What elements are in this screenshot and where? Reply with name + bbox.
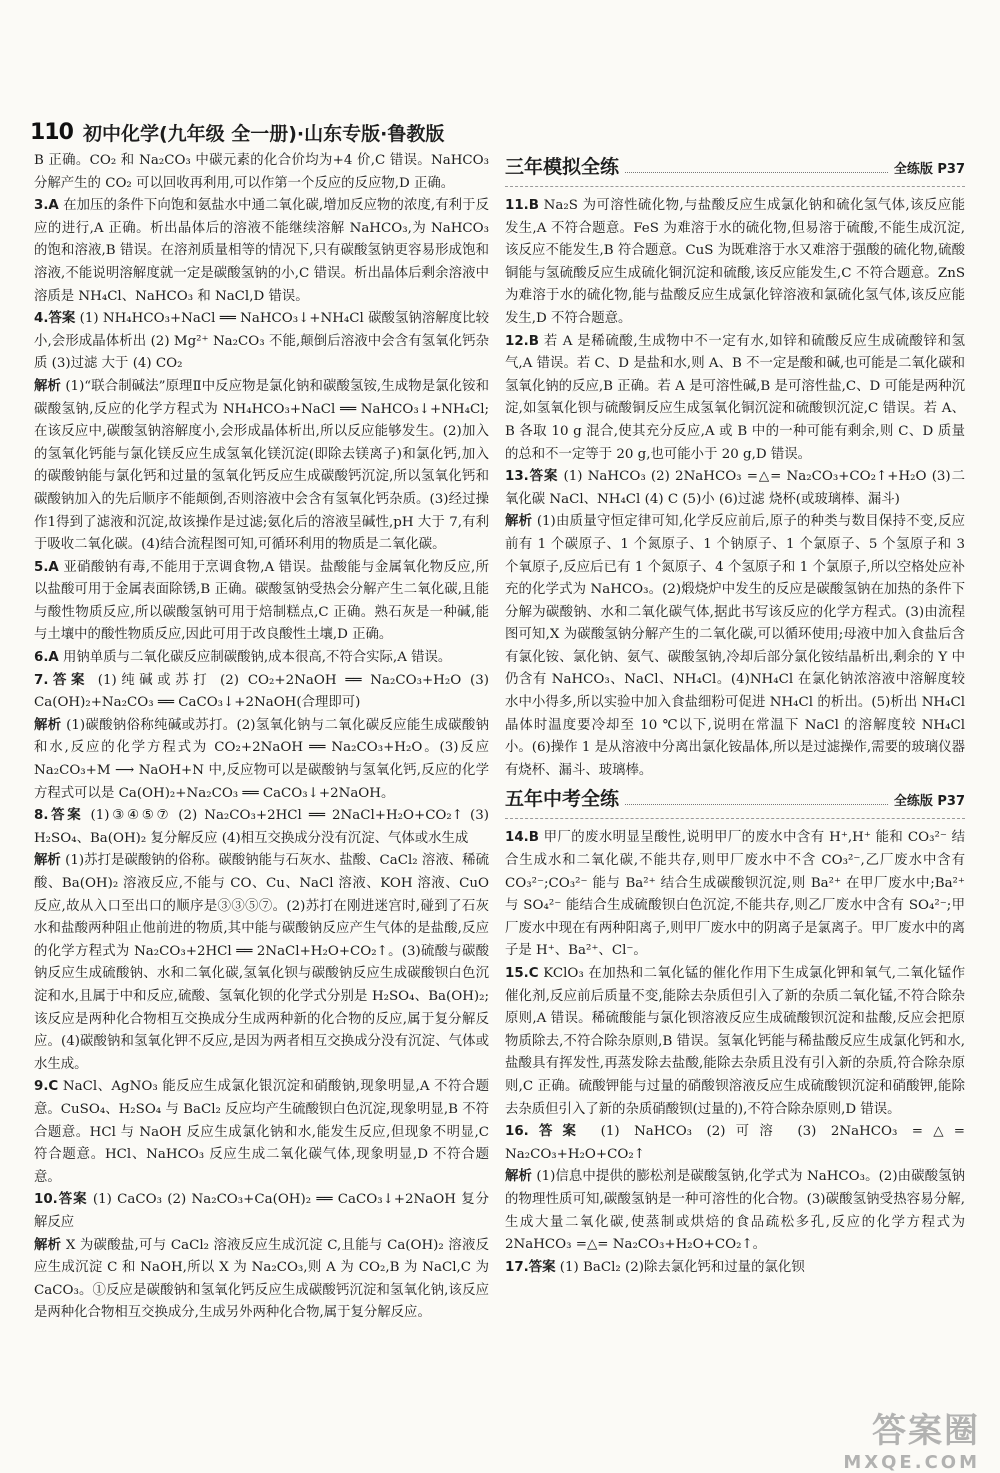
answer-paragraph: [34, 1189, 489, 1234]
answer-entry: [505, 827, 965, 963]
answer-paragraph: [34, 805, 489, 850]
answer-paragraph: [34, 1235, 489, 1325]
section-page-ref: 全练版 P37: [893, 162, 965, 177]
answer-entry: [505, 331, 965, 467]
section-title: 五年中考全练: [505, 788, 620, 811]
answer-text: X 为碳酸盐,可与 CaCl₂ 溶液反应生成沉淀 C,且能与 Ca(OH)₂ 溶液反应生成沉淀 C 和 NaOH,所以 X 为 Na₂CO₃,则 A 为 CO₂,B 为 NaCl,C 为 CaCO₃。①反应是碳酸钠和氢氧化钙反应生成碳酸钙沉淀和氢氧化钠,该反应是两种化合物相互交换成分,生成另外两种化合物,属于复分解反应。: [34, 1237, 489, 1321]
answer-text: (1)③④⑤⑦ (2) Na₂CO₃+2HCl ══ 2NaCl+H₂O+CO₂↑ (3) H₂SO₄、Ba(OH)₂ 复分解反应 (4)相互交换成分没有沉淀、气体或水生成: [34, 808, 489, 846]
answer-paragraph: [505, 1166, 965, 1256]
answer-text: (1) NaHCO₃ (2)可溶 (3) 2NaHCO₃ =△= Na₂CO₃+H₂O+CO₂↑: [505, 1124, 965, 1162]
answer-text: (1) BaCl₂ (2)除去氯化钙和过量的氯化钡: [559, 1259, 805, 1275]
answer-paragraph: [34, 308, 489, 376]
question-label: 13.答案: [505, 469, 559, 485]
answer-text: (1) NaHCO₃ (2) 2NaHCO₃ =△= Na₂CO₃+CO₂↑+H₂O (3)二氧化碳 NaCl、NH₄Cl (4) C (5)小 (6)过滤 烧杯(或玻璃棒、漏斗): [505, 469, 965, 507]
answer-text: (1)苏打是碳酸钠的俗称。碳酸钠能与石灰水、盐酸、CaCl₂ 溶液、稀硫酸、Ba(OH)₂ 溶液反应,不能与 CO、Cu、NaCl 溶液、KOH 溶液、CuO 反应,故从入口至出口的顺序是③③⑤⑦。(2)苏打在刚进迷宫时,碰到了石灰水和盐酸两种阻止他前进的物质,其中能与碳酸钠反应产生气体的是盐酸,反应的化学方程式为 Na₂CO₃+2HCl ══ 2NaCl+H₂O+CO₂↑。(3)硫酸与碳酸钠反应生成硫酸钠、水和二氧化碳,氢氧化钡与碳酸钠反应生成碳酸钡白色沉淀和水,且属于中和反应,硫酸、氢氧化钡的化学式分别是 H₂SO₄、Ba(OH)₂;该反应是两种化合物相互交换成分生成两种新的化合物的反应,属于复分解反应。(4)碳酸钠和氢氧化钾不反应,是因为两者相互交换成分没有沉淀、气体或水生成。: [34, 853, 489, 1072]
page-header: [30, 112, 970, 152]
question-label: 解析: [505, 1169, 532, 1185]
question-label: 3.A: [34, 198, 59, 214]
answer-paragraph: [505, 331, 965, 467]
answer-entry: [505, 1121, 965, 1166]
answer-text: 亚硝酸钠有毒,不能用于烹调食物,A 错误。盐酸能与金属氧化物反应,所以盐酸可用于金属表面除锈,B 正确。碳酸氢钠受热会分解产生二氧化碳,且能与酸性物质反应,所以碳酸氢钠可用于焙制糕点,C 正确。熟石灰是一种碱,能与土壤中的酸性物质反应,因此可用于改良酸性土壤,D 正确。: [34, 559, 489, 643]
answer-entry: [34, 150, 489, 195]
answer-text: (1)“联合制碱法”原理Ⅱ中反应物是氯化钠和碳酸氢铵,生成物是氯化铵和碳酸氢钠,反应的化学方程式为 NH₄HCO₃+NaCl ══ NaHCO₃↓+NH₄Cl;在该反应中,碳酸氢钠溶解度小,会形成晶体析出,所以反应能够发生。(2)加入的氢氧化钙能与氯化镁反应生成氢氧化镁沉淀(即除去镁离子)和氯化钙,加入的碳酸钠能与氯化钙和过量的氢氧化钙反应生成碳酸钙沉淀,所以氢氧化钙和碳酸钠加入的先后顺序不能颠倒,否则溶液中会含有氢氧化钙杂质。(3)经过操作1得到了滤液和沉淀,故该操作是过滤;氨化后的溶液呈碱性,pH 大于 7,有利于吸收二氧化碳。(4)结合流程图可知,可循环利用的物质是二氧化碳。: [34, 378, 490, 553]
watermark-url: MXQE.COM: [843, 1452, 980, 1473]
answer-text: KClO₃ 在加热和二氧化锰的催化作用下生成氯化钾和氧气,二氧化锰作催化剂,反应前后质量不变,能除去杂质但引入了新的杂质二氧化锰,不符合除杂原则,A 错误。稀硫酸能与氯化钡溶液反应生成硫酸钡沉淀和盐酸,反应会把原物质除去,不符合除杂原则,B 错误。氢氧化钙能与稀盐酸反应生成氯化钙和水,盐酸具有挥发性,再蒸发除去盐酸,能除去杂质且没有引入新的杂质,符合除杂原则,C 正确。硫酸钾能与过量的硝酸钡溶液反应生成硫酸钡沉淀和硝酸钾,能除去杂质但引入了新的杂质硝酸钡(过量的),不符合除杂原则,D 错误。: [505, 966, 966, 1117]
answer-entry: [34, 1189, 489, 1234]
book-title: 初中化学(九年级 全一册)·山东专版·鲁教版: [82, 122, 445, 145]
answer-text: 用钠单质与二氧化碳反应制碳酸钠,成本很高,不符合实际,A 错误。: [63, 650, 452, 666]
right-column: [505, 150, 965, 1279]
question-label: 15.C: [505, 966, 539, 981]
answer-text: (1) CaCO₃ (2) Na₂CO₃+Ca(OH)₂ ══ CaCO₃↓+2NaOH 复分解反应: [34, 1192, 489, 1230]
answer-paragraph: [505, 1121, 965, 1166]
answer-paragraph: [34, 557, 489, 647]
answer-entry: [34, 670, 489, 715]
answer-entry: [34, 1235, 489, 1325]
page-number: 110: [30, 119, 73, 145]
section-header-exam: [505, 788, 965, 819]
section-page-ref: 全练版 P37: [893, 794, 965, 810]
answer-entry: [505, 1166, 965, 1256]
answer-text: (1) NH₄HCO₃+NaCl ══ NaHCO₃↓+NH₄Cl 碳酸氢钠溶解度比较小,会形成晶体析出 (2) Mg²⁺ Na₂CO₃ 不能,颠倒后溶液中会含有氢氧化钙杂质 (3)过滤 大于 (4) CO₂: [34, 311, 490, 372]
answer-text: NaCl、AgNO₃ 能反应生成氯化银沉淀和硝酸钠,现象明显,A 不符合题意。CuSO₄、H₂SO₄ 与 BaCl₂ 反应均产生硫酸钡白色沉淀,现象明显,B 不符合题意。HCl 与 NaOH 反应生成氯化钠和水,能发生反应,但现象不明显,C 符合题意。HCl、NaHCO₃ 反应生成二氧化碳气体,现象明显,D 不符合题意。: [34, 1079, 489, 1185]
answer-text: B 正确。CO₂ 和 Na₂CO₃ 中碳元素的化合价均为+4 价,C 错误。NaHCO₃ 分解产生的 CO₂ 可以回收再利用,可以作第一个反应的反应物,D 正确。: [34, 153, 489, 191]
question-label: 4.答案: [34, 311, 76, 327]
answer-entry: [34, 715, 489, 805]
answer-paragraph: [34, 150, 489, 195]
question-label: 11.B: [505, 198, 539, 213]
answer-text: 甲厂的废水明显呈酸性,说明甲厂的废水中含有 H⁺,H⁺ 能和 CO₃²⁻ 结合生成水和二氧化碳,不能共存,则甲厂废水中不含 CO₃²⁻,乙厂废水中含有 CO₃²⁻;CO₃²⁻ 能与 Ba²⁺ 结合生成碳酸钡沉淀,则 Ba²⁺ 在甲厂废水中;Ba²⁺ 与 SO₄²⁻ 能结合生成硫酸钡白色沉淀,不能共存,则乙厂废水中含有 SO₄²⁻;甲厂废水中现在有两种阳离子,则甲厂废水中的阴离子是氯离子。甲厂废水中的离子是 H⁺、Ba²⁺、Cl⁻。: [505, 830, 965, 959]
left-column: [34, 150, 489, 1325]
answer-paragraph: [34, 1076, 489, 1189]
question-label: 10.答案: [34, 1192, 88, 1208]
answer-text: Na₂S 为可溶性硫化物,与盐酸反应生成氯化钠和硫化氢气体,该反应能发生,A 不符合题意。FeS 为难溶于水的硫化物,但易溶于硫酸,不能生成沉淀,该反应不能发生,B 符合题意。CuS 为既难溶于水又难溶于强酸的硫化物,硫酸铜能与氢硫酸反应生成硫化铜沉淀和硫酸,该反应能发生,C 不符合题意。ZnS 为难溶于水的硫化物,能与盐酸反应生成氯化锌溶液和氯硫化氢气体,该反应能发生,D 不符合题意。: [505, 198, 965, 326]
exam-answers: [505, 827, 965, 1279]
answer-entry: [34, 195, 489, 308]
section-leader: [625, 792, 888, 805]
answer-entry: [34, 308, 489, 376]
answer-paragraph: [505, 511, 965, 782]
question-label: 7.答案: [34, 672, 89, 688]
question-label: 17.答案: [505, 1259, 556, 1275]
answer-entry: [505, 466, 965, 511]
answer-text: (1)由质量守恒定律可知,化学反应前后,原子的种类与数目保持不变,反应前有 1 个碳原子、1 个氮原子、1 个钠原子、1 个氯原子、5 个氢原子和 3 个氧原子,反应后已有 1 个氮原子、4 个氢原子和 1 个氯原子,所以空格处应补充的化学式为 NaHCO₃。(2)煅烧炉中发生的反应是碳酸氢钠在加热的条件下分解为碳酸钠、水和二氧化碳气体,据此书写该反应的化学方程式。(3)由流程图可知,X 为碳酸氢钠分解产生的二氧化碳,可以循环使用;母液中加入食盐后含有氯化铵、氯化钠、氨气、碳酸氢钠,冷却后部分氯化铵结晶析出,剩余的 Y 中仍含有 NaHCO₃、NaCl、NH₄Cl。(4)NH₄Cl 在氯化钠浓溶液中溶解度较水中小得多,所以实验中加入食盐细粉可促进 NH₄Cl 的析出。(5)析出 NH₄Cl 晶体时温度要冷却至 10 ℃以下,说明在常温下 NaCl 的溶解度较 NH₄Cl 小。(6)操作 1 是从溶液中分离出氯化铵晶体,所以是过滤操作,需要的玻璃仪器有烧杯、漏斗、玻璃棒。: [505, 514, 965, 778]
answer-text: (1)纯碱或苏打 (2) CO₂+2NaOH ══ Na₂CO₃+H₂O (3) Ca(OH)₂+Na₂CO₃ ══ CaCO₃↓+2NaOH(合理即可): [34, 672, 490, 711]
answer-text: 在加压的条件下向饱和氨盐水中通二氧化碳,增加反应物的浓度,有利于反应的进行,A 正确。析出晶体后的溶液不能继续溶解 NaHCO₃,为 NaHCO₃ 的饱和溶液,B 错误。在溶剂质量相等的情况下,只有碳酸氢钠更容易形成饱和溶液,不能说明溶解度就一定是碳酸氢钠的小,C 错误。析出晶体后剩余溶液中溶质是 NH₄Cl、NaHCO₃ 和 NaCl,D 错误。: [34, 198, 489, 304]
answer-entry: [34, 647, 489, 670]
section-title: 三年模拟全练: [505, 156, 620, 178]
question-label: 8.答案: [34, 808, 84, 824]
answer-text: 若 A 是稀硫酸,生成物中不一定有水,如锌和硫酸反应生成硫酸锌和氢气,A 错误。若 C、D 是盐和水,则 A、B 不一定是酸和碱,也可能是二氧化碳和氢氧化钠的反应,B 正确。若 A 是可溶性碱,B 是可溶性盐,C、D 可能是两种沉淀,如氢氧化钡与硫酸铜反应生成氢氧化铜沉淀和硫酸钡沉淀,C 错误。若 A、B 各取 10 g 混合,使其充分反应,A 或 B 中的一种可能有剩余,则 C、D 质量的总和不一定等于 20 g,也可能小于 20 g,D 错误。: [505, 333, 965, 462]
question-label: 解析: [34, 378, 61, 394]
answer-entry: [34, 850, 489, 1076]
watermark-title: 答案圈: [872, 1411, 980, 1451]
question-label: 6.A: [34, 650, 59, 666]
answer-paragraph: [505, 195, 965, 331]
answer-text: (1)碳酸钠俗称纯碱或苏打。(2)氢氧化钠与二氧化碳反应能生成碳酸钠和水,反应的化学方程式为 CO₂+2NaOH ══ Na₂CO₃+H₂O。(3)反应 Na₂CO₃+M ⟶ NaOH+N 中,反应物可以是碳酸钠与氢氧化钙,反应的化学方程式可以是 Ca(OH)₂+Na₂CO₃ ══ CaCO₃↓+2NaOH。: [34, 717, 490, 801]
answer-text: (1)信息中提供的膨松剂是碳酸氢钠,化学式为 NaHCO₃。(2)由碳酸氢钠的物理性质可知,碳酸氢钠是一种可溶性的化合物。(3)碳酸氢钠受热容易分解,生成大量二氧化碳,使蒸制或烘焙的食品疏松多孔,反应的化学方程式为 2NaHCO₃ =△= Na₂CO₃+H₂O+CO₂↑。: [505, 1169, 966, 1253]
question-label: 14.B: [505, 830, 539, 846]
answer-paragraph: [34, 195, 489, 308]
answer-entry: [505, 1257, 965, 1280]
answer-entry: [505, 195, 965, 331]
answer-paragraph: [34, 670, 489, 715]
answer-entry: [34, 1076, 489, 1189]
section-leader: [625, 160, 888, 173]
answer-entry: [34, 805, 489, 850]
question-label: 解析: [34, 717, 62, 733]
question-label: 16.答案: [505, 1124, 587, 1140]
answer-paragraph: [505, 827, 965, 963]
simulation-answers: [505, 195, 965, 782]
answer-entry: [34, 557, 489, 647]
answer-entry: [505, 511, 965, 782]
answer-paragraph: [505, 1257, 965, 1280]
section-header-simulation: [505, 156, 965, 187]
watermark-logo: [770, 1403, 980, 1473]
answer-paragraph: [34, 647, 489, 670]
question-label: 5.A: [34, 559, 59, 575]
question-label: 解析: [34, 853, 61, 869]
answer-paragraph: [505, 963, 965, 1121]
question-label: 解析: [505, 514, 533, 530]
answer-entry: [34, 376, 489, 557]
answer-paragraph: [505, 466, 965, 511]
question-label: 9.C: [34, 1079, 59, 1095]
answer-paragraph: [34, 376, 489, 557]
answer-entry: [505, 963, 965, 1121]
question-label: 解析: [34, 1237, 62, 1253]
question-label: 12.B: [505, 333, 539, 349]
answer-paragraph: [34, 850, 489, 1076]
answer-paragraph: [34, 715, 489, 805]
